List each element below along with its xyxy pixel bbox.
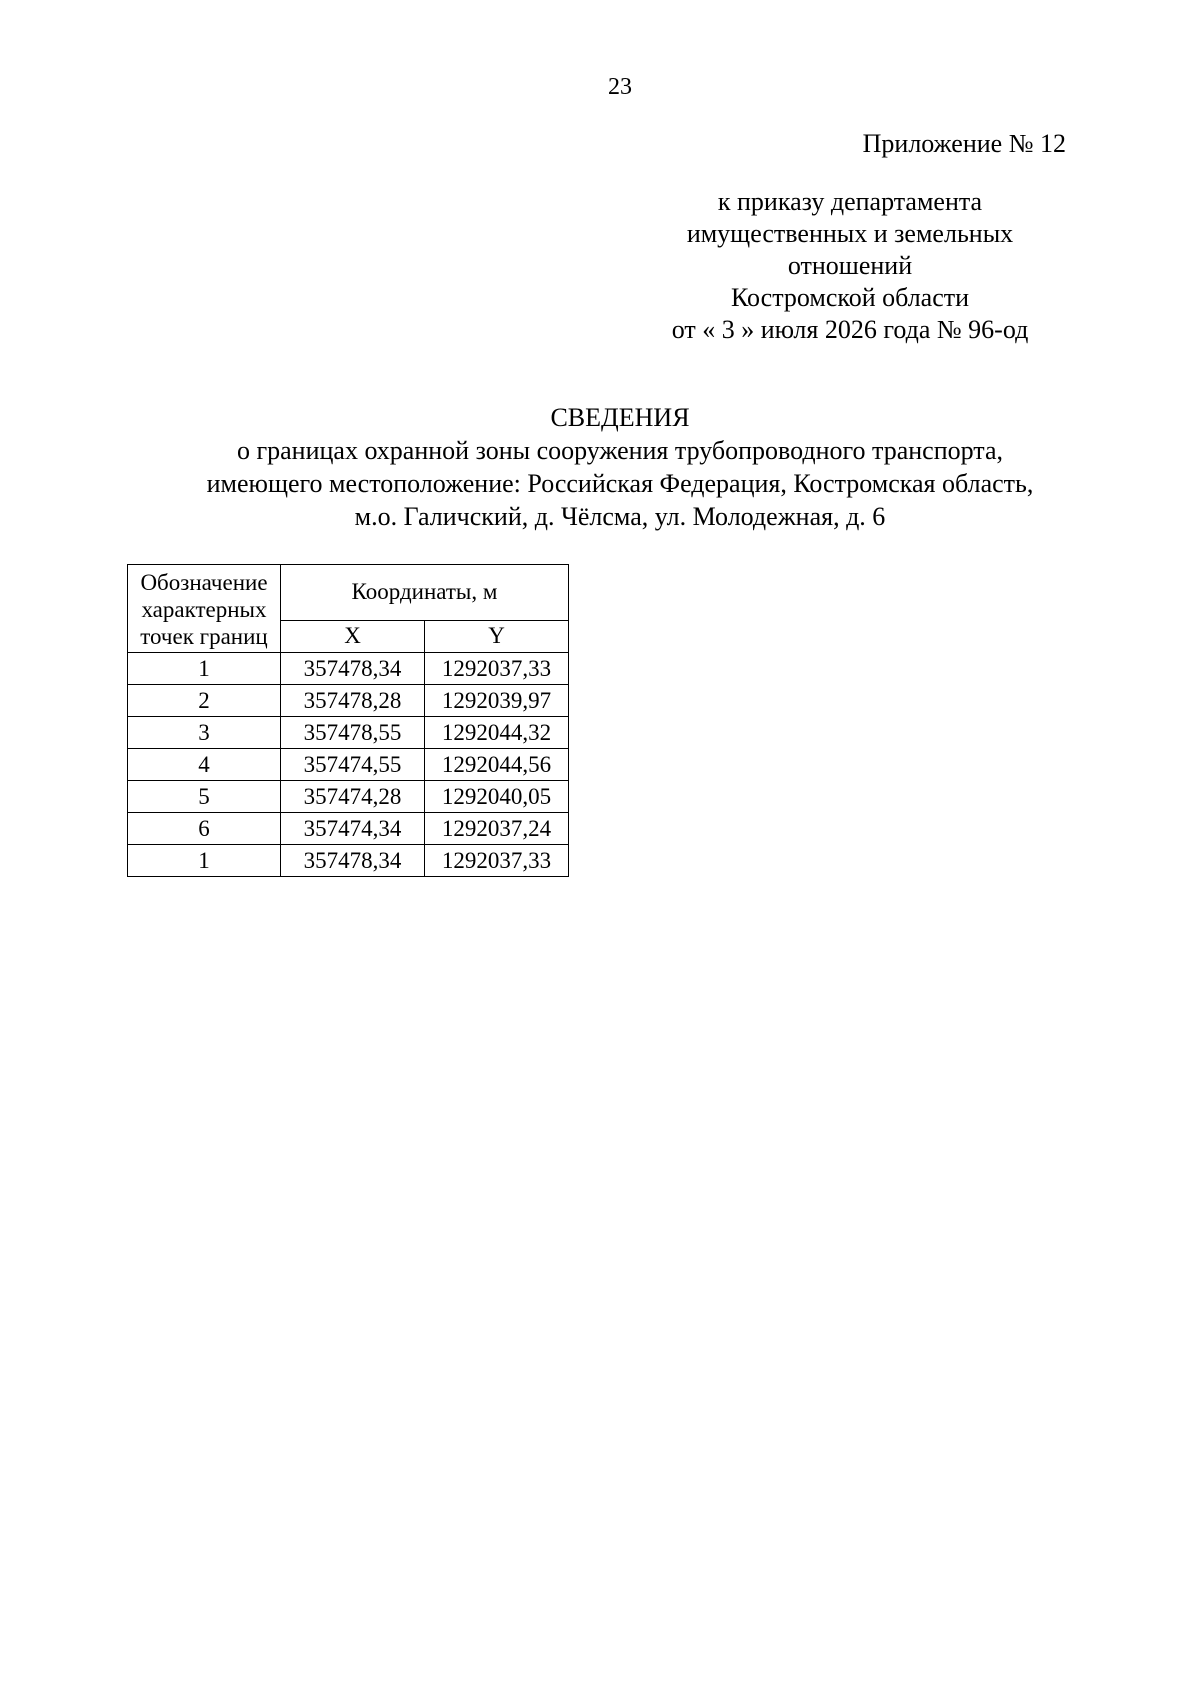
- table-row: [128, 653, 569, 685]
- x-cell: 357474,55: [281, 749, 425, 781]
- table-header-row: [128, 565, 569, 621]
- y-cell: 1292044,32: [425, 717, 569, 749]
- subtitle-line: имеющего местоположение: Российская Федерация, Костромская область,: [206, 469, 1034, 498]
- x-header: X: [281, 620, 425, 652]
- point-cell: 3: [128, 717, 281, 749]
- coordinates-header: Координаты, м: [281, 565, 569, 621]
- y-cell: 1292037,33: [425, 653, 569, 685]
- subtitle-line: м.о. Галичский, д. Чёлсма, ул. Молодежная, д. 6: [354, 502, 886, 531]
- x-cell: 357478,55: [281, 717, 425, 749]
- x-cell: 357478,34: [281, 653, 425, 685]
- order-reference-line: к приказу департамента: [717, 187, 983, 216]
- point-cell: 6: [128, 813, 281, 845]
- y-cell: 1292037,24: [425, 813, 569, 845]
- x-cell: 357478,28: [281, 685, 425, 717]
- point-cell: 2: [128, 685, 281, 717]
- order-reference-line: Костромской области: [730, 283, 970, 312]
- document-subtitle: [0, 434, 1200, 533]
- point-cell: 5: [128, 781, 281, 813]
- point-cell: 1: [128, 845, 281, 877]
- coordinates-table: [127, 564, 569, 877]
- page-number: 23: [608, 74, 632, 100]
- table-row: [128, 717, 569, 749]
- header-label-line: Обозначение: [140, 570, 268, 595]
- order-reference-line: от « 3 » июля 2026 года № 96-од: [671, 315, 1029, 344]
- table-row: [128, 813, 569, 845]
- table-row: [128, 845, 569, 877]
- x-cell: 357474,34: [281, 813, 425, 845]
- y-cell: 1292044,56: [425, 749, 569, 781]
- y-cell: 1292040,05: [425, 781, 569, 813]
- header-label-line: характерных: [141, 597, 267, 622]
- subtitle-line: о границах охранной зоны сооружения трубопроводного транспорта,: [236, 436, 1004, 465]
- point-label-header: [128, 565, 281, 653]
- appendix-number: Приложение № 12: [862, 129, 1066, 158]
- point-cell: 4: [128, 749, 281, 781]
- order-reference-line: отношений: [787, 251, 913, 280]
- x-cell: 357478,34: [281, 845, 425, 877]
- point-cell: 1: [128, 653, 281, 685]
- y-cell: 1292039,97: [425, 685, 569, 717]
- table-row: [128, 685, 569, 717]
- table-row: [128, 749, 569, 781]
- document-title: СВЕДЕНИЯ: [550, 403, 690, 432]
- header-label-line: точек границ: [140, 624, 268, 649]
- x-cell: 357474,28: [281, 781, 425, 813]
- y-header: Y: [425, 620, 569, 652]
- table-row: [128, 781, 569, 813]
- y-cell: 1292037,33: [425, 845, 569, 877]
- order-reference-line: имущественных и земельных: [686, 219, 1014, 248]
- order-reference: [600, 186, 1100, 346]
